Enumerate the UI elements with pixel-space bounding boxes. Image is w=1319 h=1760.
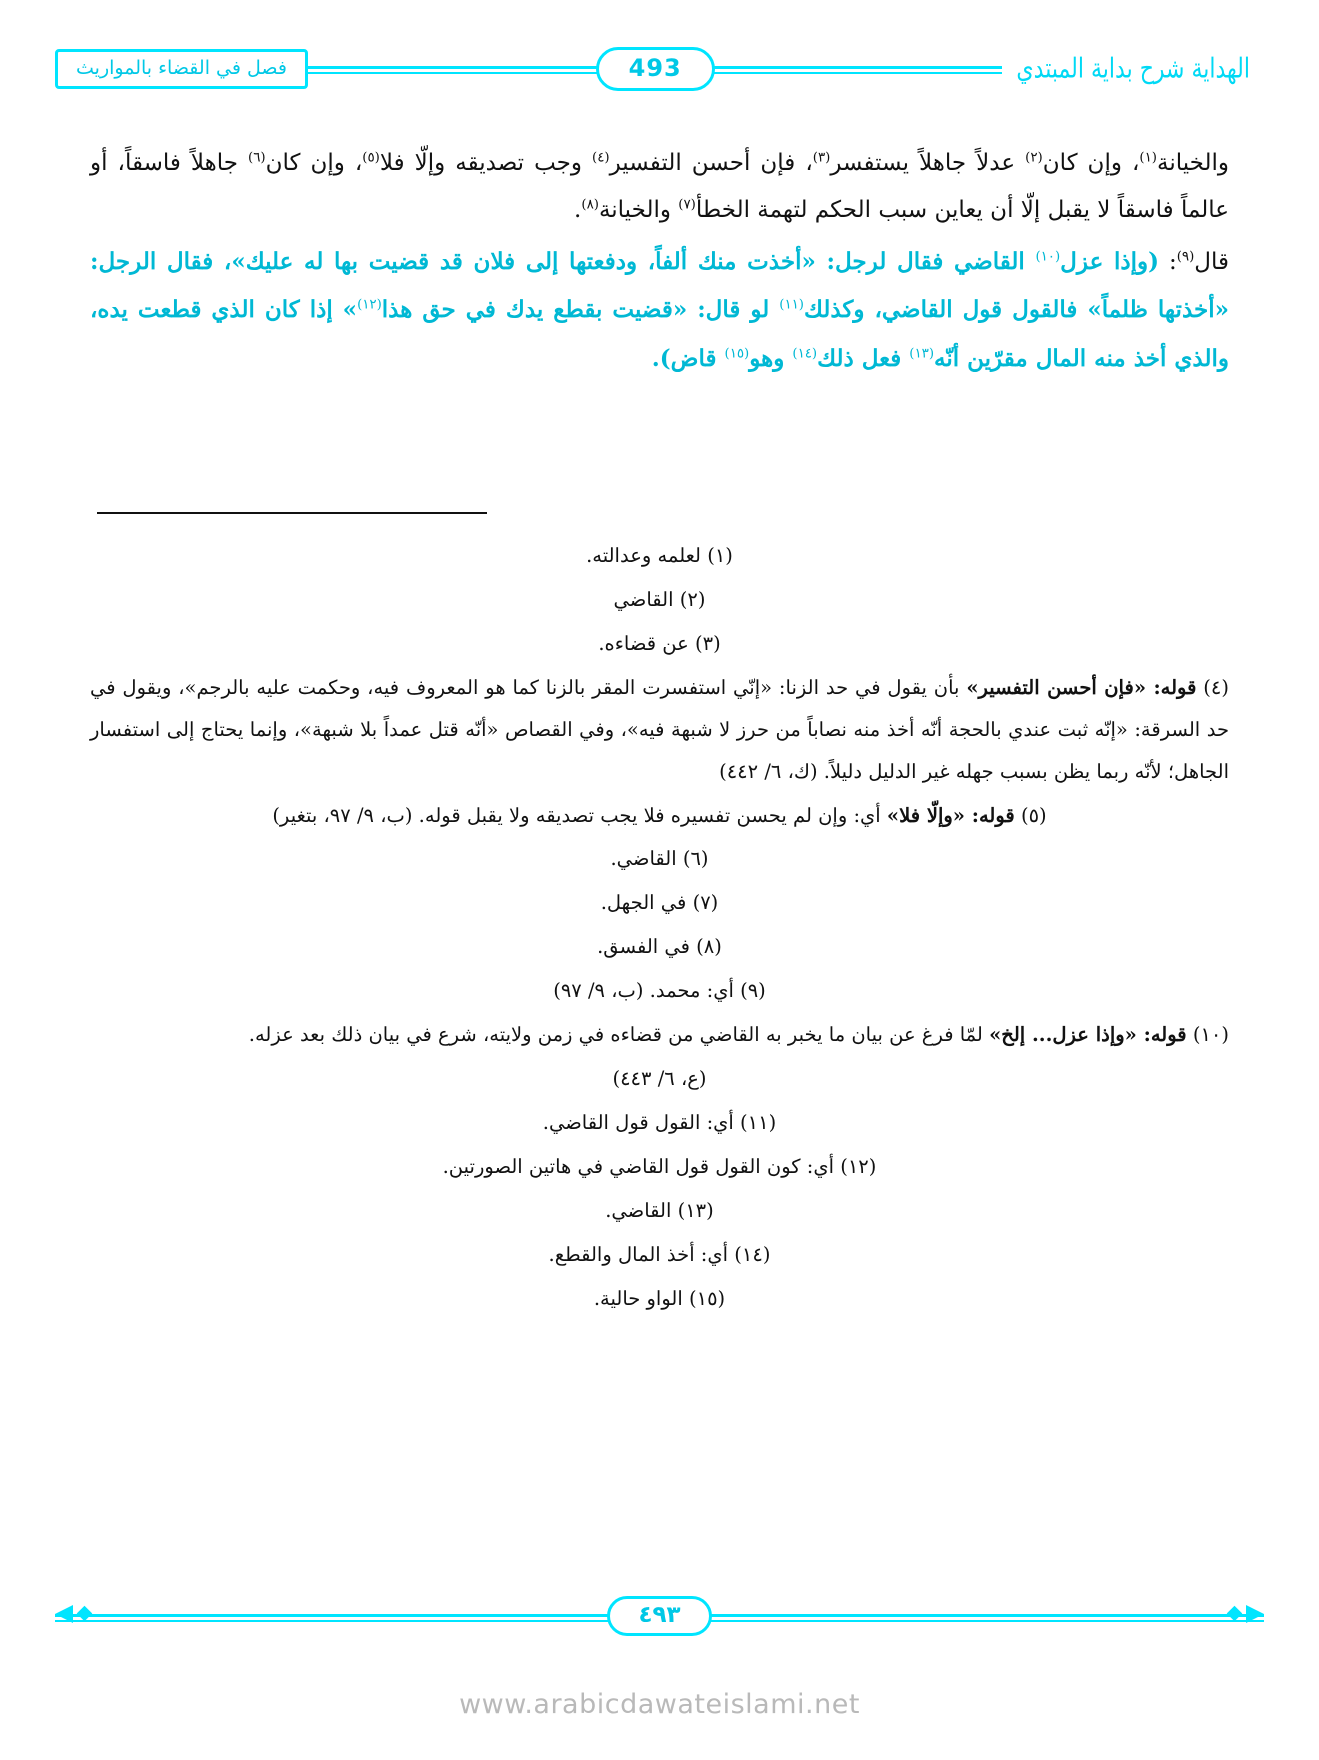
footnote-item: (١٠) قوله: «وإذا عزل... إلخ» لمّا فرغ عن بيان ما يخبر به القاضي من قضاءه في زمن ولايته، شرع في بيان ذلك بعد عزله. — [248, 1023, 1229, 1047]
footnote-item: (ع، ٦/ ٤٤٣) — [612, 1067, 707, 1091]
footer-page-number: ٤٩٣ — [607, 1596, 711, 1636]
footer-diamond-right-icon — [1227, 1606, 1243, 1622]
footnote-item: (١) لعلمه وعدالته. — [586, 544, 733, 567]
matn-text: (وإذا عزل$^{(١٠)}$ القاضي فقال لرجل: «أخذت منك ألفاً، ودفعتها إلى فلان قد قضيت بها له عليك»، فقال الرجل: «أخذتها ظلماً» فالقول قول القاضي، وكذلك$^{(١١)}$ لو قال: «قضيت بقطع يدك في حق هذا$^{(١٢)}$» إذا كان الذي قطعت يده، والذي أخذ منه المال مقرّين أنّه$^{(١٣)}$ فعل ذلك$^{(١٤)}$ وهو$^{(١٥)}$ قاض). — [90, 248, 1229, 372]
footnotes-section — [90, 535, 1229, 1322]
footnote-item: (٣) عن قضاءه. — [598, 631, 721, 655]
watermark: www.arabicdawateislami.net — [459, 1689, 860, 1720]
footnote-item: (١١) أي: القول قول القاضي. — [542, 1110, 777, 1134]
footnote-item: (٩) أي: محمد. (ب، ٩/ ٩٧) — [553, 979, 766, 1003]
book-title: الهداية شرح بداية المبتدي — [1002, 53, 1264, 84]
page-footer — [55, 1592, 1264, 1640]
header-page-number: 493 — [596, 47, 715, 91]
page-header — [55, 44, 1264, 94]
footnote-item: (٥) قوله: «وإلّا فلا» أي: وإن لم يحسن تفسيره فلا يجب تصديقه ولا يقبل قوله. (ب، ٩/ ٩٧، بتغير) — [272, 803, 1047, 827]
footnote-item: (٦) القاضي. — [610, 847, 709, 871]
footer-arrow-right-icon — [1246, 1605, 1264, 1623]
footer-diamond-left-icon — [77, 1606, 93, 1622]
footnote-separator — [97, 512, 487, 514]
footnote-item: (٨) في الفسق. — [597, 935, 722, 959]
footnote-item: (٢) القاضي — [613, 587, 706, 611]
footnote-item: (٧) في الجهل. — [600, 891, 719, 915]
footnote-item: (١٥) الواو حالية. — [593, 1286, 726, 1310]
footnote-item: (١٤) أي: أخذ المال والقطع. — [548, 1242, 771, 1266]
body-paragraph-2 — [90, 238, 1229, 382]
footnote-item: (١٣) القاضي. — [605, 1198, 714, 1222]
footnote-item: (١٢) أي: كون القول قول القاضي في هاتين الصورتين. — [442, 1154, 877, 1178]
main-text — [90, 140, 1229, 387]
footer-arrow-left-icon — [55, 1605, 73, 1623]
footnote-item: (٤) قوله: «فإن أحسن التفسير» بأن يقول في حد الزنا: «إنّي استفسرت المقر بالزنا كما هو المعروف فيه، وحكمت عليه بالرجم»، ويقول في حد السرقة: «إنّه ثبت عندي بالحجة أنّه أخذ منه نصاباً من حرز لا شبهة فيه»، وفي القصاص «أنّه قتل عمداً بلا شبهة»، وإنما يحتاج إلى استفسار الجاهل؛ لأنّه ربما يظن بسبب جهله غير الدليل دليلاً. (ك، ٦/ ٤٤٢) — [90, 675, 1229, 783]
body-paragraph-1: والخيانة$^{(١)}$، وإن كان$^{(٢)}$ عدلاً جاهلاً يستفسر$^{(٣)}$، فإن أحسن التفسير$^{(٤)}$ وجب تصديقه وإلّا فلا$^{(٥)}$، وإن كان$^{(٦)}$ جاهلاً فاسقاً، أو عالماً فاسقاً لا يقبل إلّا أن يعاين سبب الحكم لتهمة الخطأ$^{(٧)}$ والخيانة$^{(٨)}$. — [90, 150, 1230, 224]
chapter-title: فصل في القضاء بالمواريث — [55, 49, 308, 89]
body-paragraph-2-lead: قال$^{(٩)}$: — [1158, 249, 1229, 276]
